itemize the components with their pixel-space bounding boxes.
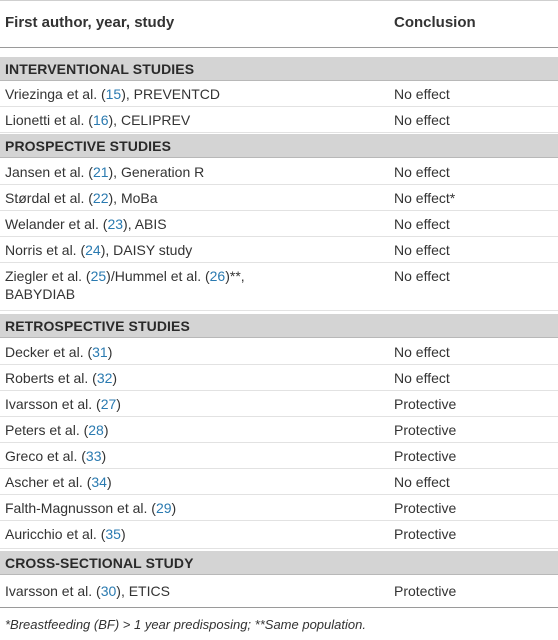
- conclusion-cell: Protective: [394, 422, 457, 438]
- section-prospective: [0, 134, 558, 158]
- header-conclusion: Conclusion: [394, 14, 476, 31]
- table-row: [0, 237, 558, 263]
- table-row: [0, 365, 558, 391]
- conclusion-cell: No effect: [394, 344, 450, 360]
- conclusion-cell: No effect: [394, 474, 450, 490]
- table-row: [0, 81, 558, 107]
- study-cell: Ascher et al. (34): [5, 474, 112, 490]
- study-cell: Greco et al. (33): [5, 448, 107, 464]
- conclusion-cell: Protective: [394, 583, 457, 599]
- reference-link[interactable]: 35: [105, 526, 121, 542]
- reference-link[interactable]: 15: [105, 86, 122, 102]
- study-cell: Størdal et al. (22), MoBa: [5, 190, 158, 206]
- section-label: PROSPECTIVE STUDIES: [5, 138, 172, 154]
- reference-link[interactable]: 24: [85, 242, 101, 258]
- table-row: [0, 495, 558, 521]
- conclusion-cell: Protective: [394, 396, 457, 412]
- reference-link[interactable]: 16: [92, 112, 109, 128]
- reference-link[interactable]: 29: [155, 500, 172, 516]
- table-row: [0, 339, 558, 365]
- reference-link[interactable]: 25: [90, 268, 107, 284]
- conclusion-cell: No effect: [394, 112, 450, 128]
- study-cell: Falth-Magnusson et al. (29): [5, 500, 177, 516]
- study-cell: Ivarsson et al. (30), ETICS: [5, 583, 170, 599]
- table-row: [0, 576, 558, 606]
- table-row: [0, 159, 558, 185]
- table-row: [0, 469, 558, 495]
- section-label: INTERVENTIONAL STUDIES: [5, 61, 195, 77]
- conclusion-cell: No effect: [394, 86, 450, 102]
- conclusion-cell: Protective: [394, 500, 457, 516]
- conclusion-cell: No effect: [394, 164, 450, 180]
- table-header: [0, 0, 558, 48]
- study-cell: Vriezinga et al. (15), PREVENTCD: [5, 86, 221, 102]
- study-cell: Auricchio et al. (35): [5, 526, 126, 542]
- table-row: [0, 211, 558, 237]
- reference-link[interactable]: 33: [85, 448, 102, 464]
- section-label: RETROSPECTIVE STUDIES: [5, 318, 190, 334]
- study-cell: Ivarsson et al. (27): [5, 396, 121, 412]
- table-footnote: *Breastfeeding (BF) > 1 year predisposing; **Same population.: [5, 617, 366, 632]
- reference-link[interactable]: 34: [91, 474, 107, 490]
- table-bottom-rule: [0, 607, 558, 608]
- conclusion-cell: Protective: [394, 526, 457, 542]
- table-row: [0, 417, 558, 443]
- header-first-author: First author, year, study: [5, 14, 175, 31]
- section-label: CROSS-SECTIONAL STUDY: [5, 555, 194, 571]
- section-interventional: [0, 57, 558, 81]
- reference-link[interactable]: 26: [209, 268, 226, 284]
- reference-link[interactable]: 31: [92, 344, 108, 360]
- table-row: [0, 391, 558, 417]
- conclusion-cell: No effect: [394, 216, 450, 232]
- reference-link[interactable]: 28: [88, 422, 104, 438]
- section-cross-sectional: [0, 551, 558, 575]
- reference-link[interactable]: 30: [100, 583, 117, 599]
- conclusion-cell: No effect: [394, 268, 450, 284]
- reference-link[interactable]: 27: [100, 396, 117, 412]
- conclusion-cell: No effect: [394, 370, 450, 386]
- study-cell: Ziegler et al. (25)/Hummel et al. (26)**, BABYDIAB: [5, 268, 245, 302]
- table-row: [0, 107, 558, 133]
- table-row: [0, 263, 558, 311]
- conclusion-cell: No effect: [394, 242, 450, 258]
- table-row: [0, 521, 558, 549]
- study-cell: Jansen et al. (21), Generation R: [5, 164, 205, 180]
- table-row: [0, 443, 558, 469]
- conclusion-cell: No effect*: [394, 190, 456, 206]
- reference-link[interactable]: 21: [92, 164, 109, 180]
- study-cell: Peters et al. (28): [5, 422, 109, 438]
- reference-link[interactable]: 32: [96, 370, 113, 386]
- conclusion-cell: Protective: [394, 448, 457, 464]
- study-cell: Decker et al. (31): [5, 344, 113, 360]
- study-cell: Roberts et al. (32): [5, 370, 118, 386]
- study-cell: Welander et al. (23), ABIS: [5, 216, 167, 232]
- reference-link[interactable]: 22: [92, 190, 109, 206]
- table-row: [0, 185, 558, 211]
- study-cell: Norris et al. (24), DAISY study: [5, 242, 193, 258]
- section-retrospective: [0, 314, 558, 338]
- reference-link[interactable]: 23: [107, 216, 124, 232]
- study-cell: Lionetti et al. (16), CELIPREV: [5, 112, 191, 128]
